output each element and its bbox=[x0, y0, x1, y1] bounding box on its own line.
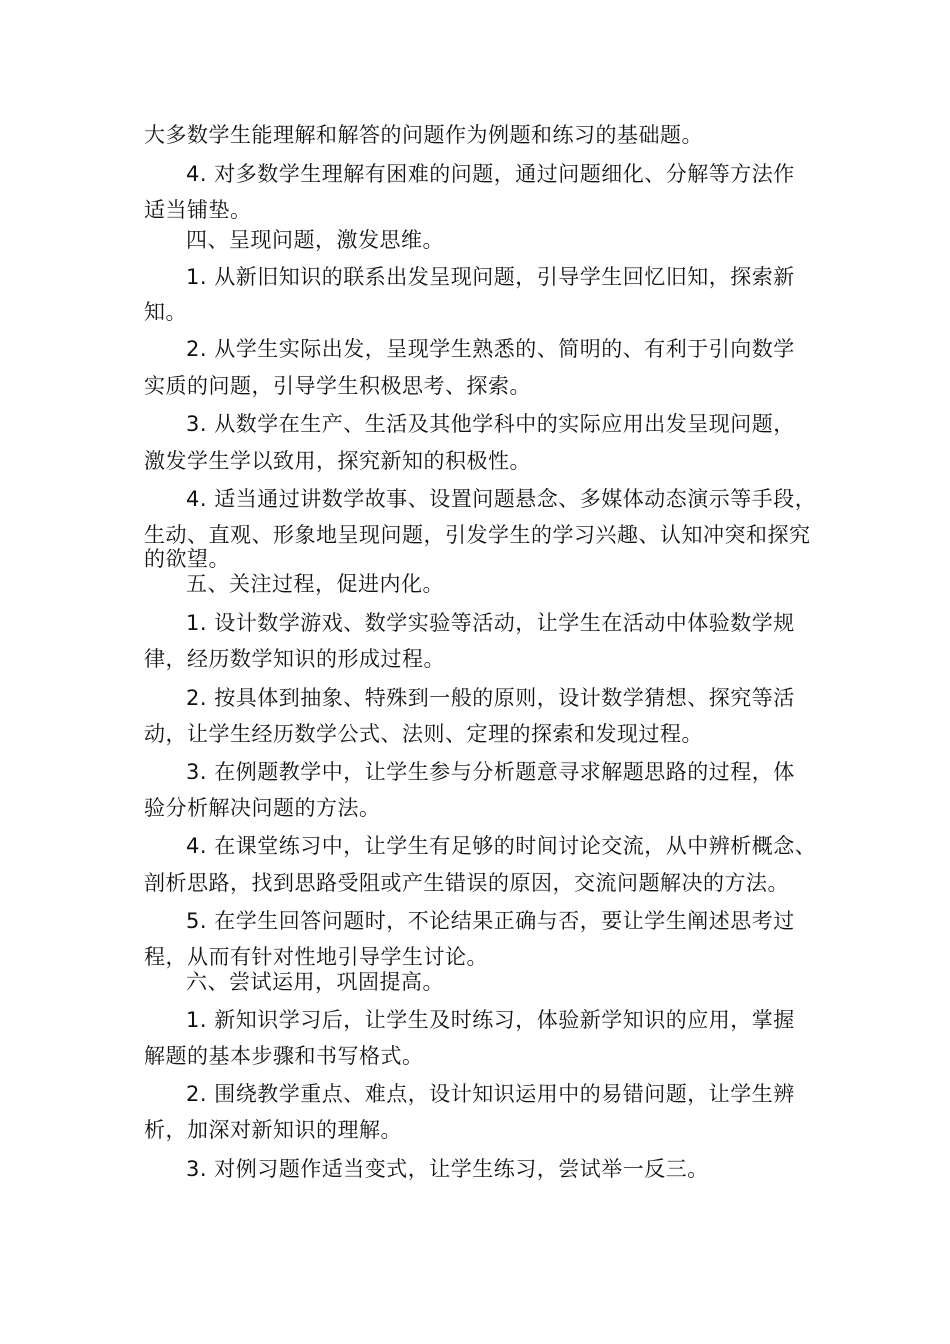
text-line: 3. 在例题教学中，让学生参与分析题意寻求解题思路的过程，体 bbox=[186, 760, 795, 784]
text-line: 1. 设计数学游戏、数学实验等活动，让学生在活动中体验数学规 bbox=[186, 611, 795, 635]
text-line: 1. 从新旧知识的联系出发呈现问题，引导学生回忆旧知，探索新 bbox=[186, 265, 795, 289]
text-line: 4. 对多数学生理解有困难的问题，通过问题细化、分解等方法作 bbox=[186, 162, 795, 186]
text-line: 激发学生学以致用，探究新知的积极性。 bbox=[144, 449, 531, 473]
text-line: 的欲望。 bbox=[144, 547, 230, 571]
section-heading: 六、尝试运用，巩固提高。 bbox=[186, 970, 444, 994]
text-line: 程，从而有针对性地引导学生讨论。 bbox=[144, 945, 488, 969]
text-line: 3. 对例习题作适当变式，让学生练习，尝试举一反三。 bbox=[186, 1157, 709, 1181]
text-line: 2. 按具体到抽象、特殊到一般的原则，设计数学猜想、探究等活 bbox=[186, 686, 795, 710]
text-line: 2. 从学生实际出发，呈现学生熟悉的、简明的、有利于引向数学 bbox=[186, 337, 795, 361]
text-line: 剖析思路，找到思路受阻或产生错误的原因，交流问题解决的方法。 bbox=[144, 871, 789, 895]
text-line: 2. 围绕教学重点、难点，设计知识运用中的易错问题，让学生辨 bbox=[186, 1082, 795, 1106]
text-line: 生动、直观、形象地呈现问题，引发学生的学习兴趣、认知冲突和探究 bbox=[144, 523, 811, 547]
text-line: 5. 在学生回答问题时，不论结果正确与否，要让学生阐述思考过 bbox=[186, 909, 795, 933]
text-line: 适当铺垫。 bbox=[144, 198, 252, 222]
text-line: 1. 新知识学习后，让学生及时练习，体验新学知识的应用，掌握 bbox=[186, 1008, 795, 1032]
text-line: 验分析解决问题的方法。 bbox=[144, 796, 381, 820]
text-line: 3. 从数学在生产、生活及其他学科中的实际应用出发呈现问题， bbox=[186, 412, 795, 436]
text-line: 动，让学生经历数学公式、法则、定理的探索和发现过程。 bbox=[144, 722, 703, 746]
section-heading: 四、呈现问题，激发思维。 bbox=[186, 228, 444, 252]
text-line: 知。 bbox=[144, 300, 187, 324]
text-line: 大多数学生能理解和解答的问题作为例题和练习的基础题。 bbox=[144, 123, 703, 147]
text-line: 实质的问题，引导学生积极思考、探索。 bbox=[144, 374, 531, 398]
text-line: 4. 适当通过讲数学故事、设置问题悬念、多媒体动态演示等手段， bbox=[186, 487, 817, 511]
text-line: 4. 在课堂练习中，让学生有足够的时间讨论交流，从中辨析概念、 bbox=[186, 834, 817, 858]
section-heading: 五、关注过程，促进内化。 bbox=[186, 572, 444, 596]
text-line: 律，经历数学知识的形成过程。 bbox=[144, 647, 445, 671]
text-line: 解题的基本步骤和书写格式。 bbox=[144, 1044, 424, 1068]
text-line: 析，加深对新知识的理解。 bbox=[144, 1118, 402, 1142]
